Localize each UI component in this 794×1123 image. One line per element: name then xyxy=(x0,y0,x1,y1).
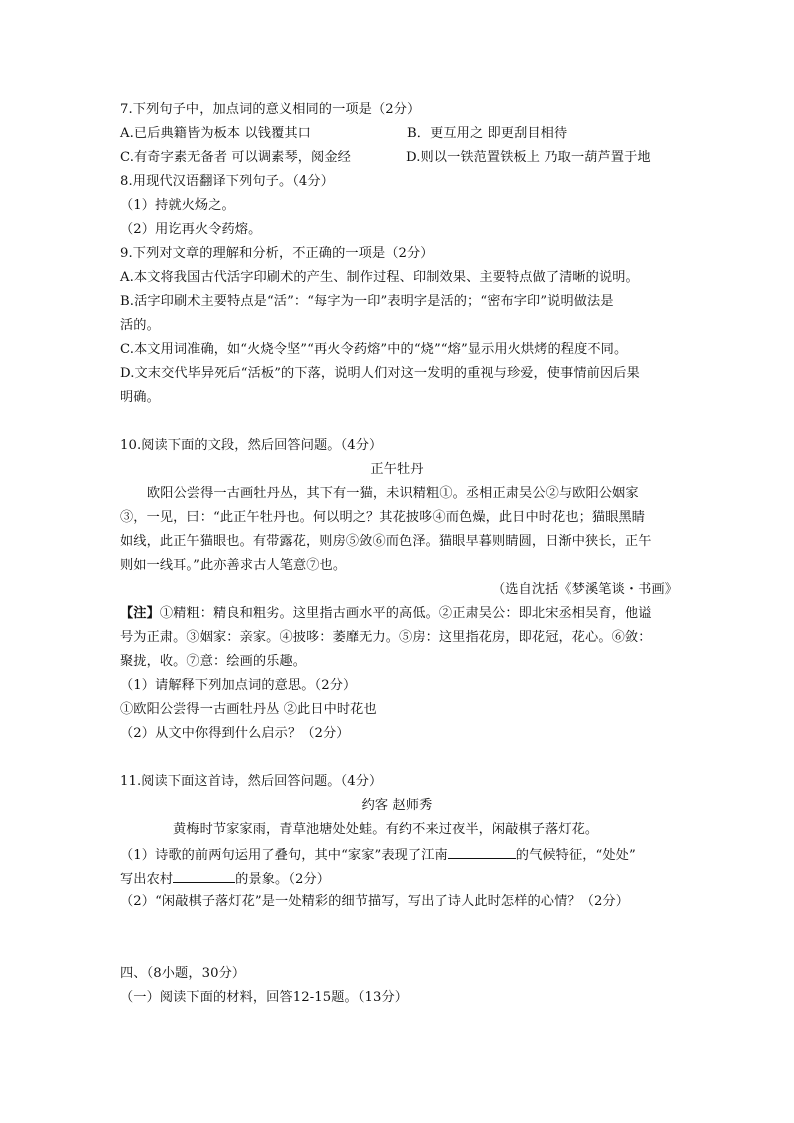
q9-option-b-line1: B.活字印刷术主要特点是“活”：“每字为一印”表明字是活的；“密布字印”说明做法是 xyxy=(120,294,614,309)
q11-stem: 11.阅读下面这首诗，然后回答问题。（4分） xyxy=(120,774,383,789)
answer-blank-climate[interactable] xyxy=(448,845,516,859)
q9-option-d-line2: 明确。 xyxy=(120,390,160,405)
q10-sub-question-1: （1）请解释下列加点词的意思。（2分） xyxy=(120,678,357,693)
q8-sentence-1: （1）持就火炀之。 xyxy=(120,198,235,213)
q10-note-label: 【注】 xyxy=(120,606,160,621)
q11-s1-part-d: 的景象。（2分） xyxy=(235,872,331,887)
q10-passage-line1: 欧阳公尝得一古画牡丹丛，其下有一猫，未识精粗①。丞相正肃吴公②与欧阳公姻家 xyxy=(147,486,639,501)
q10-note-text-1: ①精粗：精良和粗劣。这里指古画水平的高低。②正肃吴公：即北宋丞相吴育，他谥 xyxy=(159,606,652,621)
q7-option-b: B．更互用之 即更刮目相待 xyxy=(407,126,568,141)
q10-notes-line3: 聚拢，收。⑦意：绘画的乐趣。 xyxy=(120,654,307,669)
section-4-heading: 四、（8小题，30分） xyxy=(120,966,246,981)
q10-passage-line4: 则如一线耳。”此亦善求古人笔意⑦也。 xyxy=(120,558,347,573)
q7-stem: 7.下列句子中，加点词的意义相同的一项是（2分） xyxy=(120,102,421,117)
section-4-subheading: （一）阅读下面的材料，回答12-15题。（13分） xyxy=(120,990,409,1005)
q7-option-c: C.有奇字素无备者 可以调素琴，阅金经 xyxy=(120,150,351,165)
q11-poem-title: 约客 赵师秀 xyxy=(361,798,433,813)
q9-option-c: C.本文用词准确，如“火烧令坚”“再火令药熔”中的“烧”“熔”显示用火烘烤的程度不同。 xyxy=(120,342,628,357)
q11-sub-question-2: （2）“闲敲棋子落灯花”是一处精彩的细节描写，写出了诗人此时怎样的心情？（2分） xyxy=(120,894,630,909)
answer-blank-scene[interactable] xyxy=(173,869,235,883)
q11-sub-question-1-line1 xyxy=(120,845,636,865)
q9-option-a: A.本文将我国古代活字印刷术的产生、制作过程、印制效果、主要特点做了清晰的说明。 xyxy=(120,270,639,285)
q10-sub-question-2: （2）从文中你得到什么启示？（2分） xyxy=(120,726,350,741)
q10-passage-line2: ③，一见，曰：“此正午牡丹也。何以明之？其花披哆④而色燥，此日中时花也；猫眼黑睛 xyxy=(120,510,646,525)
q10-passage-line3: 如线，此正午猫眼也。有带露花，则房⑤敛⑥而色泽。猫眼早暮则睛圆，日渐中狭长，正午 xyxy=(120,534,652,549)
q10-sub-question-1-items: ①欧阳公尝得一古画牡丹丛 ②此日中时花也 xyxy=(120,702,377,717)
q10-passage-title: 正午牡丹 xyxy=(370,462,424,477)
q7-option-a: A.已后典籍皆为板本 以钱覆其口 xyxy=(120,126,311,141)
q11-s1-part-b: 的气候特征，“处处” xyxy=(515,848,636,863)
q11-poem-text: 黄梅时节家家雨，青草池塘处处蛙。有约不来过夜半，闲敲棋子落灯花。 xyxy=(173,822,599,837)
q10-notes-line1 xyxy=(120,605,652,623)
q9-stem: 9.下列对文章的理解和分析，不正确的一项是（2分） xyxy=(120,246,434,261)
q9-option-d-line1: D.文末交代毕异死后“活板”的下落，说明人们对这一发明的重视与珍爱，使事情前因后果 xyxy=(120,366,640,381)
q11-s1-part-a: （1）诗歌的前两句运用了叠句，其中“家家”表现了江南 xyxy=(120,848,448,863)
q11-s1-part-c: 写出农村 xyxy=(120,872,174,887)
q10-stem: 10.阅读下面的文段，然后回答问题。（4分） xyxy=(120,438,383,453)
q8-sentence-2: （2）用讫再火令药熔。 xyxy=(120,222,262,237)
q9-option-b-line2: 活的。 xyxy=(120,318,160,333)
q8-stem: 8.用现代汉语翻译下列句子。（4分） xyxy=(120,174,334,189)
q10-notes-line2: 号为正肃。③姻家：亲家。④披哆：萎靡无力。⑤房：这里指花房，即花冠，花心。⑥敛： xyxy=(120,630,652,645)
q11-sub-question-1-line2 xyxy=(120,869,330,889)
q10-source: （选自沈括《梦溪笔谈・书画》 xyxy=(492,582,679,597)
q7-option-d: D.则以一铁范置铁板上 乃取一葫芦置于地 xyxy=(406,150,651,165)
